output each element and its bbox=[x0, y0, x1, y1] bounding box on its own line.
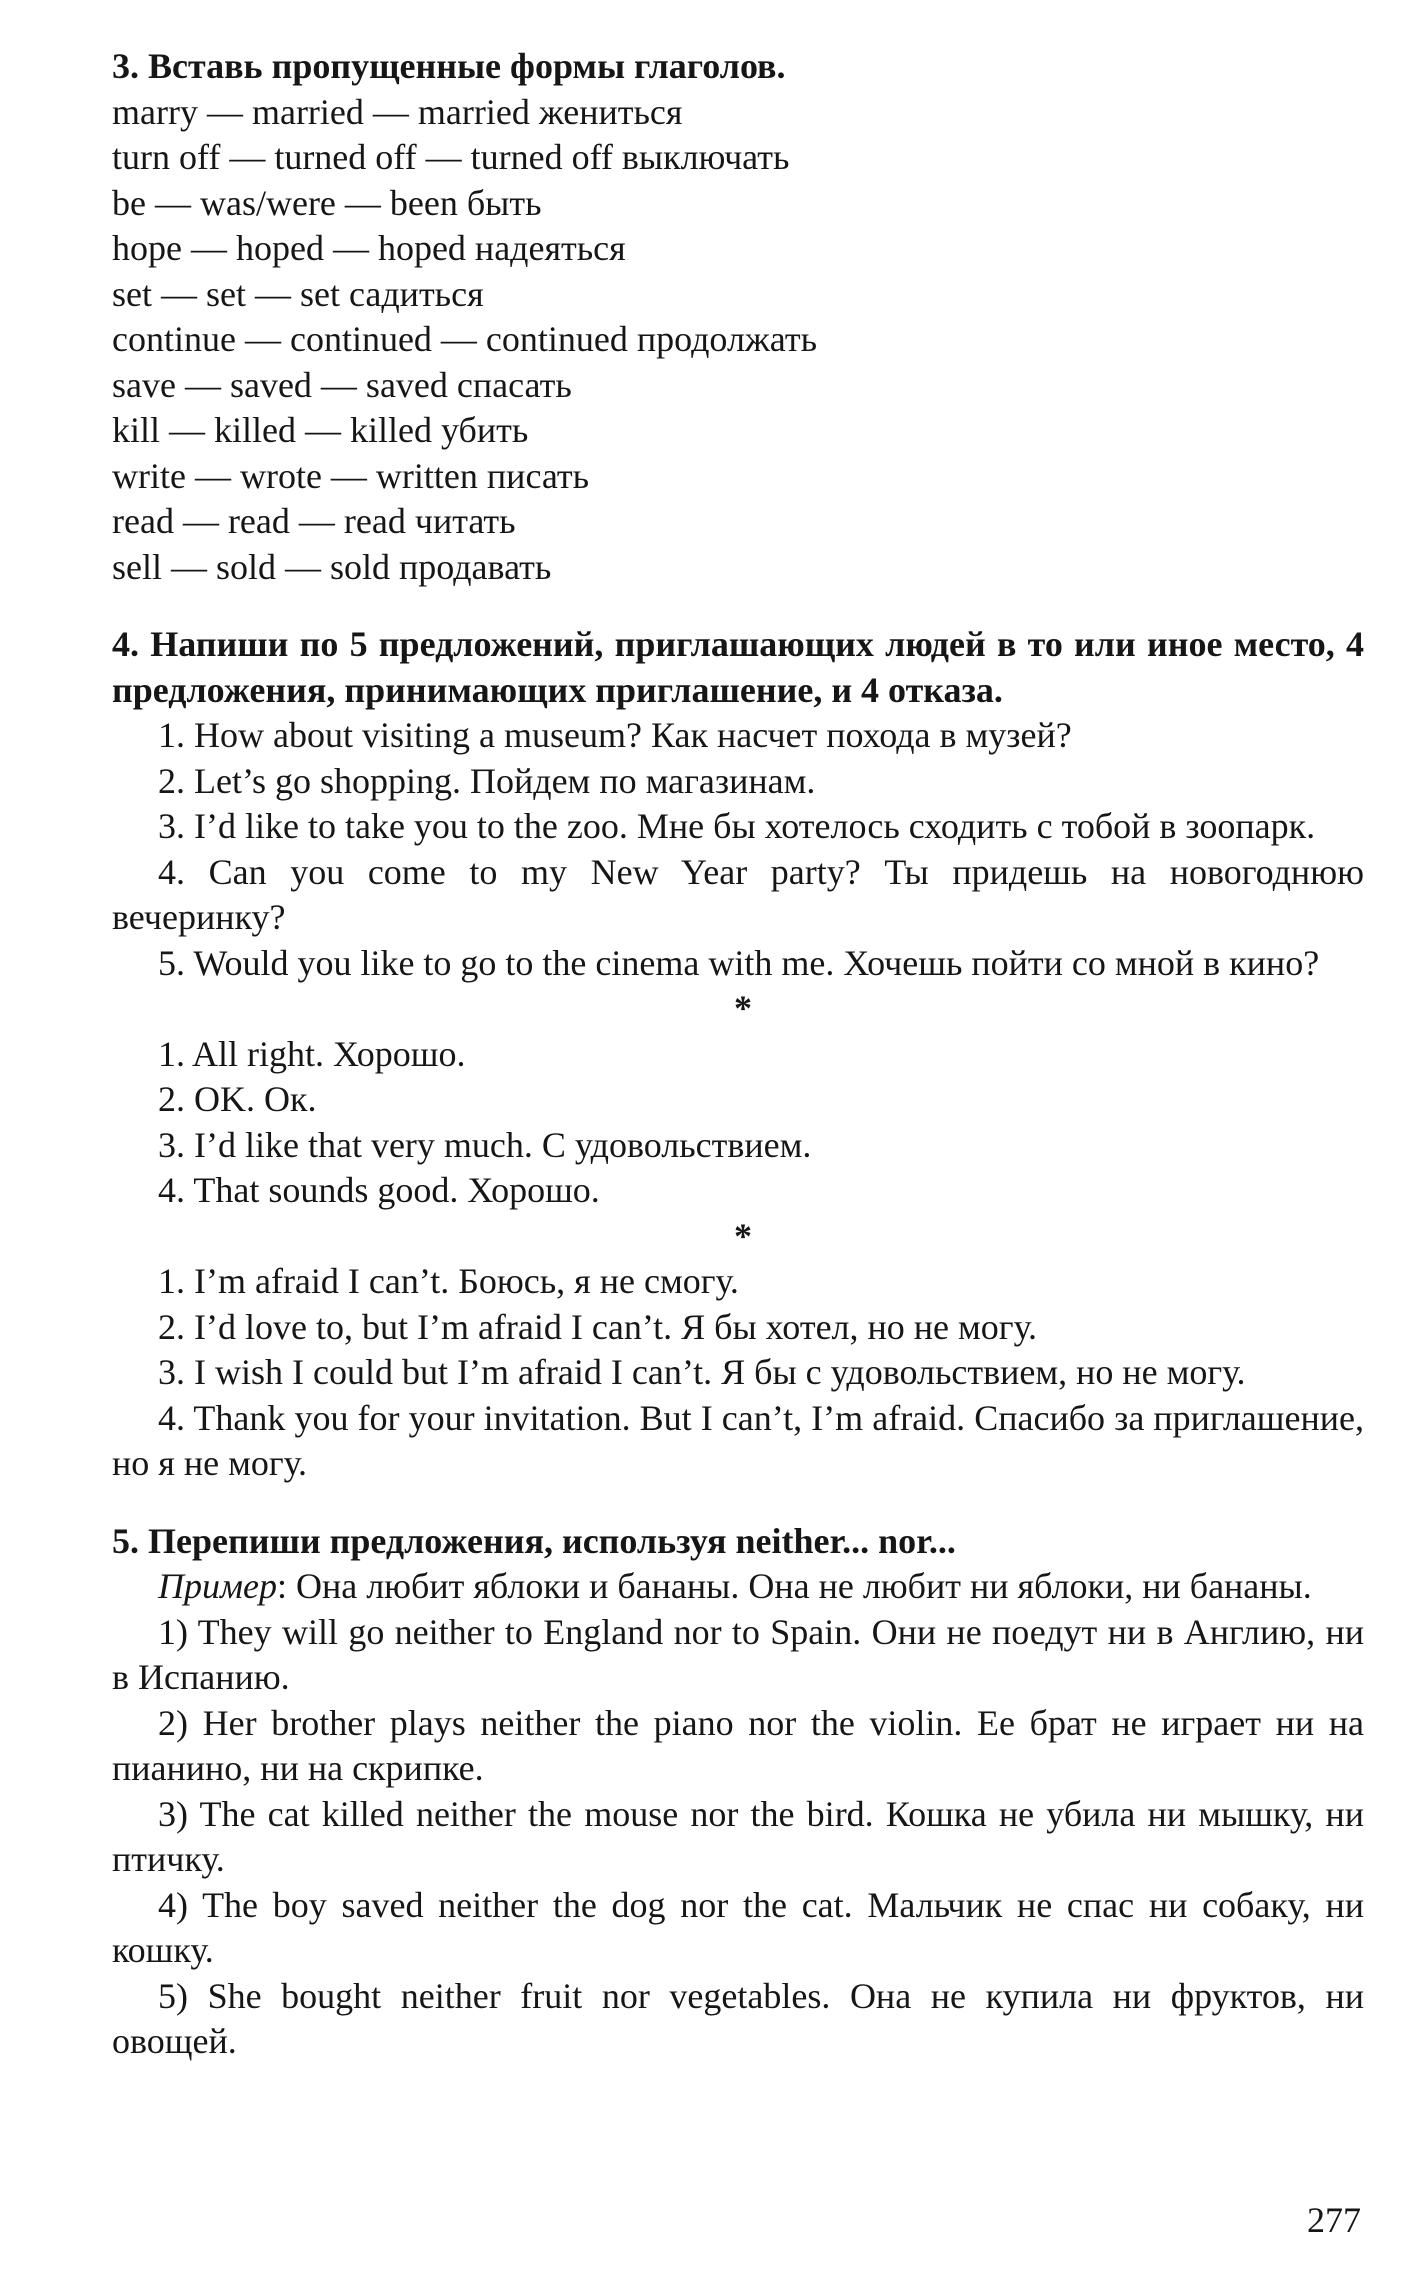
verb-forms-line: kill — killed — killed убить bbox=[112, 410, 529, 450]
verb-forms-line: hope — hoped — hoped надеяться bbox=[112, 228, 626, 268]
separator-star: * bbox=[734, 988, 752, 1028]
verb-forms-line: sell — sold — sold продавать bbox=[112, 546, 552, 587]
verb-forms-line: save — saved — saved спасать bbox=[112, 364, 572, 405]
refusal-sentence: 2. I’d love to, but I’m afraid I can’t. Я бы хотел, но не могу. bbox=[158, 1306, 1037, 1347]
verb-forms-line: set — set — set садиться bbox=[112, 273, 484, 314]
refusal-sentence: 3. I wish I could but I’m afraid I can’t. Я бы с удовольствием, но не могу. bbox=[158, 1352, 1246, 1392]
verb-forms-line: turn off — turned off — turned off выключать bbox=[112, 137, 790, 177]
verb-forms-line: read — read — read читать bbox=[112, 501, 516, 541]
section-5 bbox=[112, 1519, 1364, 2065]
example-paragraph bbox=[112, 1564, 1364, 1610]
example-label: Пример bbox=[158, 1566, 277, 1606]
neither-nor-sentence: 4) The boy saved neither the dog nor the cat. Мальчик не спас ни собаку, ни кошку. bbox=[112, 1884, 1364, 1970]
separator-star: * bbox=[734, 1215, 752, 1256]
verb-forms-line: marry — married — married жениться bbox=[112, 91, 683, 132]
invitation-sentence: 3. I’d like to take you to the zoo. Мне бы хотелось сходить с тобой в зоопарк. bbox=[158, 806, 1316, 846]
neither-nor-sentence: 1) They will go neither to England nor to Spain. Они не поедут ни в Англию, ни в Испанию. bbox=[112, 1611, 1364, 1697]
page-number: 277 bbox=[1307, 2200, 1361, 2240]
accepting-sentence: 3. I’d like that very much. С удовольствием. bbox=[158, 1124, 812, 1165]
document-page bbox=[112, 44, 1364, 2065]
invitation-sentence: 5. Would you like to go to the cinema with me. Хочешь пойти со мной в кино? bbox=[158, 942, 1320, 983]
section-5-heading: 5. Перепиши предложения, используя neither... nor... bbox=[112, 1520, 956, 1561]
section-4-heading: 4. Напиши по 5 предложений, приглашающих людей в то или иное место, 4 предложения, принимающих приглашение, и 4 отказа. bbox=[112, 624, 1364, 710]
refusal-sentence: 4. Thank you for your invitation. But I can’t, I’m afraid. Спасибо за приглашение, но я не могу. bbox=[112, 1397, 1364, 1483]
neither-nor-sentence: 5) She bought neither fruit nor vegetables. Она не купила ни фруктов, ни овощей. bbox=[112, 1975, 1364, 2061]
invitation-sentence: 2. Let’s go shopping. Пойдем по магазинам. bbox=[158, 760, 816, 801]
verb-forms-line: continue — continued — continued продолжать bbox=[112, 319, 817, 359]
section-3 bbox=[112, 44, 1364, 590]
verb-forms-line: be — was/were — been быть bbox=[112, 182, 542, 223]
accepting-sentence: 2. OK. Ок. bbox=[158, 1079, 317, 1119]
neither-nor-sentence: 2) Her brother plays neither the piano nor the violin. Ее брат не играет ни на пианино, ни на скрипке. bbox=[112, 1702, 1364, 1788]
verb-forms-line: write — wrote — written писать bbox=[112, 455, 590, 496]
section-3-heading: 3. Вставь пропущенные формы глаголов. bbox=[112, 46, 786, 86]
example-text: : Она любит яблоки и бананы. Она не любит ни яблоки, ни бананы. bbox=[276, 1566, 1312, 1606]
refusal-sentence: 1. I’m afraid I can’t. Боюсь, я не смогу. bbox=[158, 1261, 739, 1301]
neither-nor-sentence: 3) The cat killed neither the mouse nor the bird. Кошка не убила ни мышку, ни птичку. bbox=[112, 1793, 1364, 1879]
section-4 bbox=[112, 622, 1364, 1487]
accepting-sentence: 4. That sounds good. Хорошо. bbox=[158, 1170, 600, 1210]
invitation-sentence: 4. Can you come to my New Year party? Ты придешь на новогоднюю вечеринку? bbox=[112, 851, 1364, 937]
accepting-sentence: 1. All right. Хорошо. bbox=[158, 1033, 466, 1074]
invitation-sentence: 1. How about visiting a museum? Как насчет похода в музей? bbox=[158, 715, 1072, 755]
